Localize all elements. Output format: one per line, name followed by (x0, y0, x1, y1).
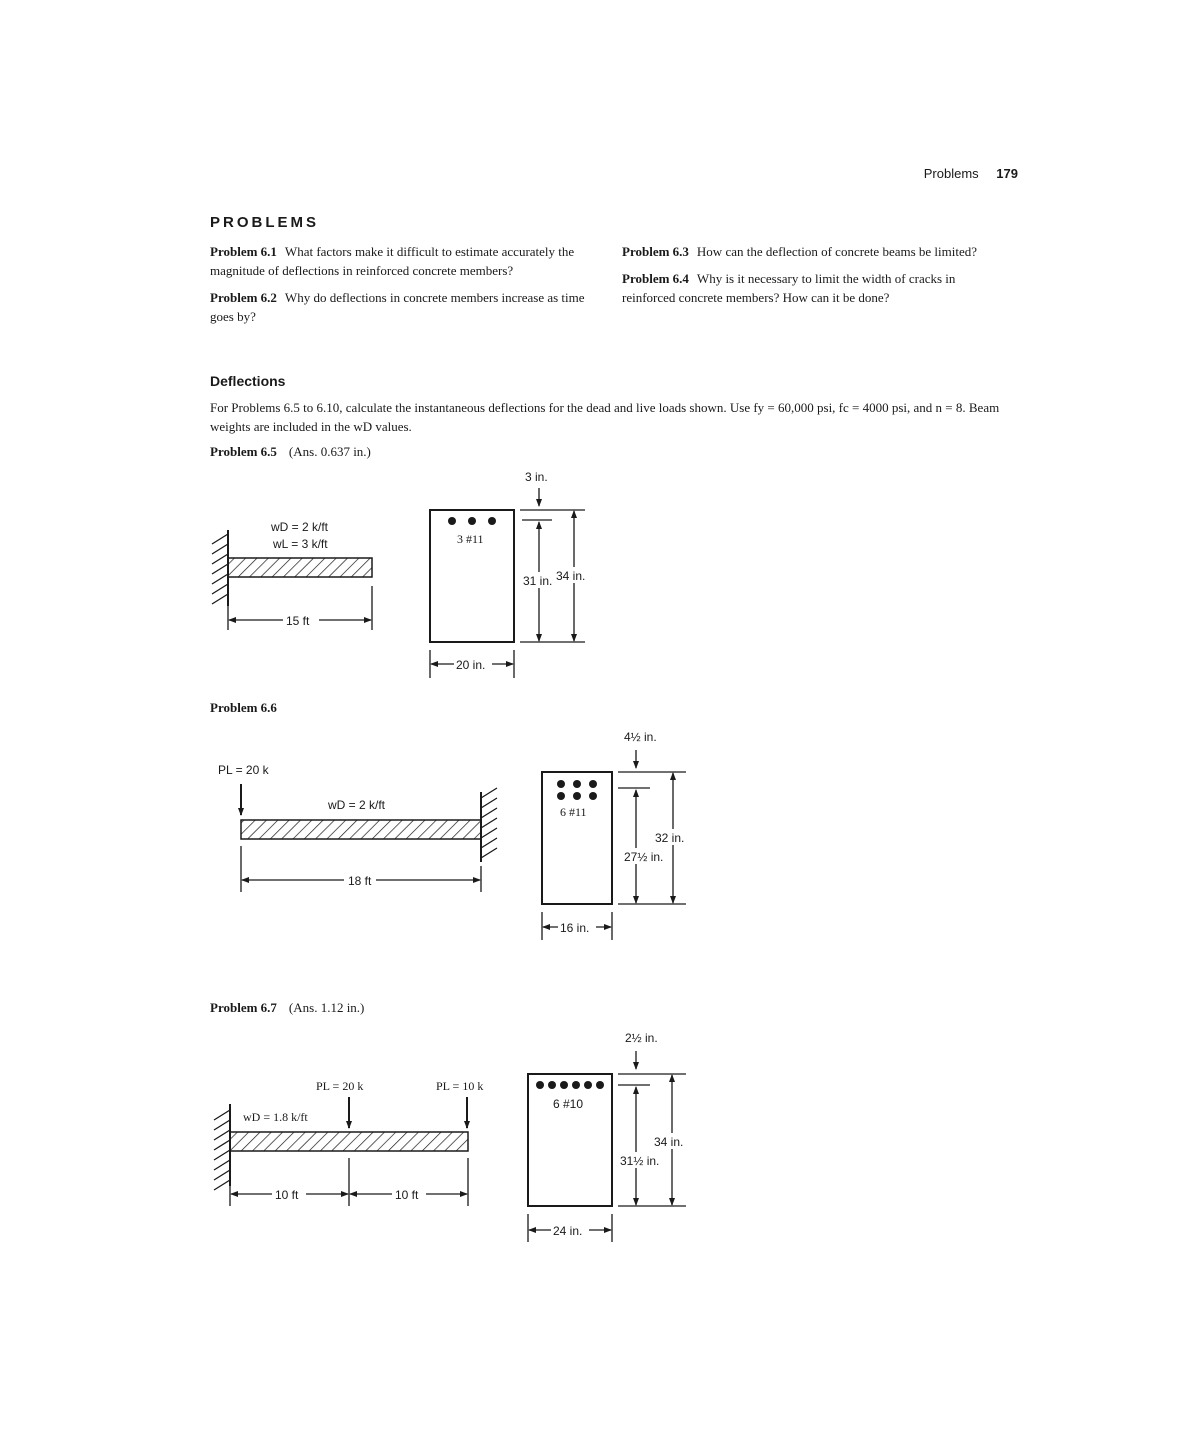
live-load-label: wL = 3 k/ft (273, 537, 328, 551)
cover-label: 4½ in. (624, 730, 657, 744)
cross-section (528, 1074, 612, 1206)
beam-member (228, 558, 372, 577)
rebar (589, 792, 597, 800)
rebar (557, 780, 565, 788)
total-height-label: 34 in. (556, 569, 586, 583)
span-label: 18 ft (348, 874, 372, 888)
problem-label: Problem 6.7 (210, 1000, 277, 1015)
rebar-label: 6 #11 (560, 805, 587, 819)
rebar (589, 780, 597, 788)
fixed-support (212, 530, 228, 606)
rebar (560, 1081, 568, 1089)
width-label: 16 in. (560, 921, 590, 935)
total-height-label: 34 in. (654, 1135, 684, 1149)
rebar (557, 792, 565, 800)
problem-6-7-beam-diagram (214, 1079, 483, 1206)
rebar (573, 792, 581, 800)
question-label: Problem 6.3 (622, 244, 689, 259)
problem-answer: (Ans. 0.637 in.) (288, 444, 371, 459)
effective-depth-label: 31½ in. (620, 1154, 660, 1168)
page-number: 179 (996, 166, 1018, 181)
cross-section (430, 510, 514, 642)
dead-load-label: wD = 1.8 k/ft (243, 1110, 308, 1124)
span-label: 15 ft (286, 614, 310, 628)
section-title: PROBLEMS (210, 214, 320, 231)
problem-6-7-section (528, 1031, 689, 1242)
rebar (572, 1081, 580, 1089)
rebar (573, 780, 581, 788)
rebar (584, 1081, 592, 1089)
width-label: 20 in. (456, 658, 486, 672)
beam-member (241, 820, 481, 839)
problem-label: Problem 6.5 (210, 444, 277, 459)
point-load-label: PL = 20 k (316, 1079, 364, 1093)
cross-section (542, 772, 612, 904)
effective-depth-label: 27½ in. (624, 850, 664, 864)
running-head-section: Problems (923, 166, 979, 181)
beam-member (230, 1132, 468, 1151)
problem-6-6-beam-diagram (218, 763, 497, 892)
point-load-label: PL = 20 k (218, 763, 269, 777)
question-text: Why do deflections in concrete members increase as time goes by? (210, 290, 585, 324)
point-load-label: PL = 10 k (436, 1079, 484, 1093)
rebar (596, 1081, 604, 1089)
question-text: What factors make it difficult to estimate accurately the magnitude of deflections in reinforced concrete members? (210, 244, 575, 278)
rebar-label: 3 #11 (457, 532, 484, 546)
cover-label: 2½ in. (625, 1031, 658, 1045)
question-label: Problem 6.1 (210, 244, 277, 259)
rebar (488, 517, 496, 525)
problem-6-5-section (430, 470, 589, 678)
question-label: Problem 6.4 (622, 271, 689, 286)
rebar-label: 6 #10 (553, 1097, 584, 1111)
total-height-label: 32 in. (655, 831, 685, 845)
rebar (536, 1081, 544, 1089)
problem-label: Problem 6.6 (210, 700, 277, 715)
problem-answer: (Ans. 1.12 in.) (288, 1000, 365, 1015)
rebar (468, 517, 476, 525)
deflections-heading: Deflections (210, 373, 286, 389)
cover-label: 3 in. (525, 470, 548, 484)
dead-load-label: wD = 2 k/ft (271, 520, 329, 534)
dead-load-label: wD = 2 k/ft (328, 798, 386, 812)
problem-6-5-beam-diagram (212, 520, 372, 630)
deflections-intro: For Problems 6.5 to 6.10, calculate the instantaneous deflections for the dead and live loads shown. Use fy = 60,000 psi, fc = 4000 psi, and n = 8. Beam weights are included in the wD values. (210, 400, 1000, 434)
question-label: Problem 6.2 (210, 290, 277, 305)
span-label: 10 ft (395, 1188, 419, 1202)
fixed-support (481, 788, 497, 862)
fixed-support (214, 1104, 230, 1190)
rebar (448, 517, 456, 525)
width-label: 24 in. (553, 1224, 583, 1238)
question-text: Why is it necessary to limit the width of cracks in reinforced concrete members? How can it be done? (622, 271, 956, 305)
problem-6-6-section (542, 730, 688, 940)
rebar (548, 1081, 556, 1089)
span-label: 10 ft (275, 1188, 299, 1202)
effective-depth-label: 31 in. (523, 574, 553, 588)
question-text: How can the deflection of concrete beams be limited? (696, 244, 978, 259)
